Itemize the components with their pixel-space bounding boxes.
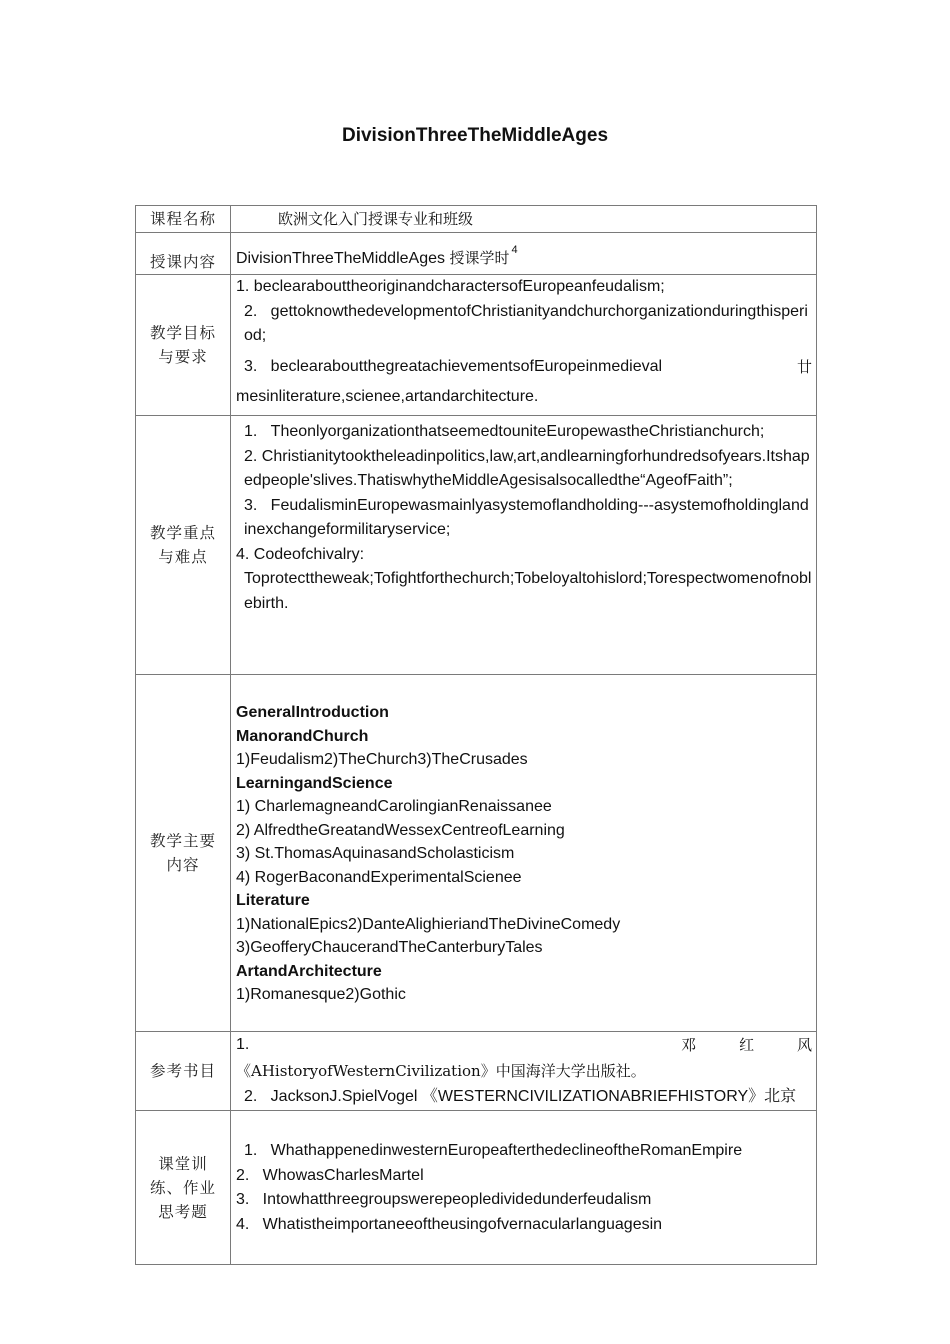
- objective-item-2: 2. gettoknowthedevelopmentofChristianityandchurchorganizationduringthisperiod;: [244, 302, 808, 344]
- objective-item-3-cont: mesinliterature,scienee,artandarchitecture.: [236, 388, 539, 405]
- objectives-label-line2: 与要求: [158, 348, 208, 366]
- course-name-cell: [231, 206, 817, 233]
- reference-1-line: [236, 1032, 812, 1058]
- key-point-4: 4. Codeofchivalry:: [236, 545, 365, 563]
- section-heading: LearningandScience: [236, 774, 393, 792]
- course-name-value: 欧洲文化入门授课专业和班级: [278, 210, 474, 228]
- objective-item-3-text: 3. beclearaboutthegreatachievementsofEuropeinmedieval: [244, 357, 663, 375]
- reference-2: 2. JacksonJ.SpielVogel 《WESTERNCIVILIZATIONABRIEFHISTORY》北京: [244, 1088, 797, 1105]
- key-points-label-line2: 与难点: [158, 548, 208, 566]
- exercise-question: 4. Whatistheimportaneeoftheusingofvernacularlanguagesin: [236, 1215, 663, 1233]
- exercises-row: [136, 1111, 817, 1265]
- content-line: [236, 233, 812, 274]
- exercises-label: [136, 1111, 231, 1265]
- section-item: 3) St.ThomasAquinasandScholasticism: [236, 845, 515, 862]
- section-heading: GeneralIntroduction: [236, 704, 389, 721]
- syllabus-table: [135, 205, 817, 1265]
- section-item: 1) CharlemagneandCarolingianRenaissanee: [236, 798, 552, 815]
- exercises-label-line3: 思考题: [158, 1202, 208, 1221]
- objectives-label: [136, 275, 231, 416]
- section-item: 3)GeofferyChaucerandTheCanterburyTales: [236, 939, 543, 956]
- section-heading: ArtandArchitecture: [236, 962, 382, 980]
- main-content-label-line1: 教学主要: [149, 832, 216, 850]
- section-heading: ManorandChurch: [236, 727, 369, 745]
- key-point-2: 2. Christianitytooktheleadinpolitics,law,art,andlearningforhundredsofyears.Itshapedpeople'slives.ThatiswhytheMiddleAgesisalsocalledthe“AgeofFaith”;: [244, 447, 810, 489]
- objective-item-3-char: 廿: [796, 357, 812, 376]
- main-content-row: [136, 675, 817, 1032]
- references-row: [136, 1032, 817, 1111]
- section-item: 4) RogerBaconandExperimentalScienee: [236, 868, 522, 886]
- section-item: 1)NationalEpics2)DanteAlighieriandTheDivineComedy: [236, 915, 621, 933]
- references-label: 参考书目: [136, 1032, 231, 1111]
- objectives-label-line1: 教学目标: [149, 324, 216, 342]
- key-points-label: [136, 416, 231, 675]
- content-row: [136, 233, 817, 275]
- content-label: 授课内容: [136, 233, 231, 275]
- objective-item-3: [236, 355, 812, 380]
- hours-label: 授课学时: [449, 249, 510, 267]
- references-cell: [231, 1032, 817, 1111]
- key-points-row: [136, 416, 817, 675]
- content-value: DivisionThreeTheMiddleAges: [236, 250, 445, 267]
- course-name-label: 课程名称: [136, 206, 231, 233]
- key-points-label-line1: 教学重点: [149, 524, 216, 542]
- content-cell: [231, 233, 817, 275]
- exercises-label-line1: 课堂训: [158, 1154, 208, 1173]
- exercises-label-line2: 练、作业: [149, 1178, 216, 1197]
- hours-value: 4: [511, 244, 518, 256]
- section-heading: Literature: [236, 892, 310, 909]
- exercises-cell: [231, 1111, 817, 1265]
- key-point-1: 1. TheonlyorganizationthatseemedtouniteEuropewastheChristianchurch;: [244, 423, 765, 440]
- main-content-label-line2: 内容: [166, 856, 200, 874]
- key-points-cell: [231, 416, 817, 675]
- document-title: DivisionThreeTheMiddleAges: [341, 125, 609, 146]
- main-content-cell: [231, 675, 817, 1032]
- section-item: 1)Feudalism2)TheChurch3)TheCrusades: [236, 751, 528, 768]
- exercise-question: 3. Intowhatthreegroupswerepeopledividedunderfeudalism: [236, 1191, 652, 1208]
- main-content-label: [136, 675, 231, 1032]
- key-point-3: 3. FeudalisminEuropewasmainlyasystemoflandholding---asystemofholdinglandinexchangeformilitaryservice;: [244, 496, 809, 538]
- section-item: 1)Romanesque2)Gothic: [236, 986, 406, 1003]
- objectives-cell: [231, 275, 817, 416]
- reference-1-title: 《AHistoryofWesternCivilization》中国海洋大学出版社。: [236, 1062, 646, 1080]
- key-point-5: Toprotecttheweak;Tofightforthechurch;Tobeloyaltohislord;Torespectwomenofnoblebirth.: [244, 570, 812, 612]
- reference-1-author: 邓 红 风: [681, 1036, 812, 1054]
- exercise-question: 1. WhathappenedinwesternEuropeafterthedeclineoftheRomanEmpire: [244, 1142, 743, 1159]
- objectives-row: [136, 275, 817, 416]
- course-name-row: [136, 206, 817, 233]
- reference-1-number: 1.: [236, 1036, 250, 1053]
- objective-item-1: 1. beclearabouttheoriginandcharactersofEuropeanfeudalism;: [236, 278, 665, 295]
- exercise-question: 2. WhowasCharlesMartel: [236, 1166, 424, 1184]
- section-item: 2) AlfredtheGreatandWessexCentreofLearning: [236, 821, 565, 839]
